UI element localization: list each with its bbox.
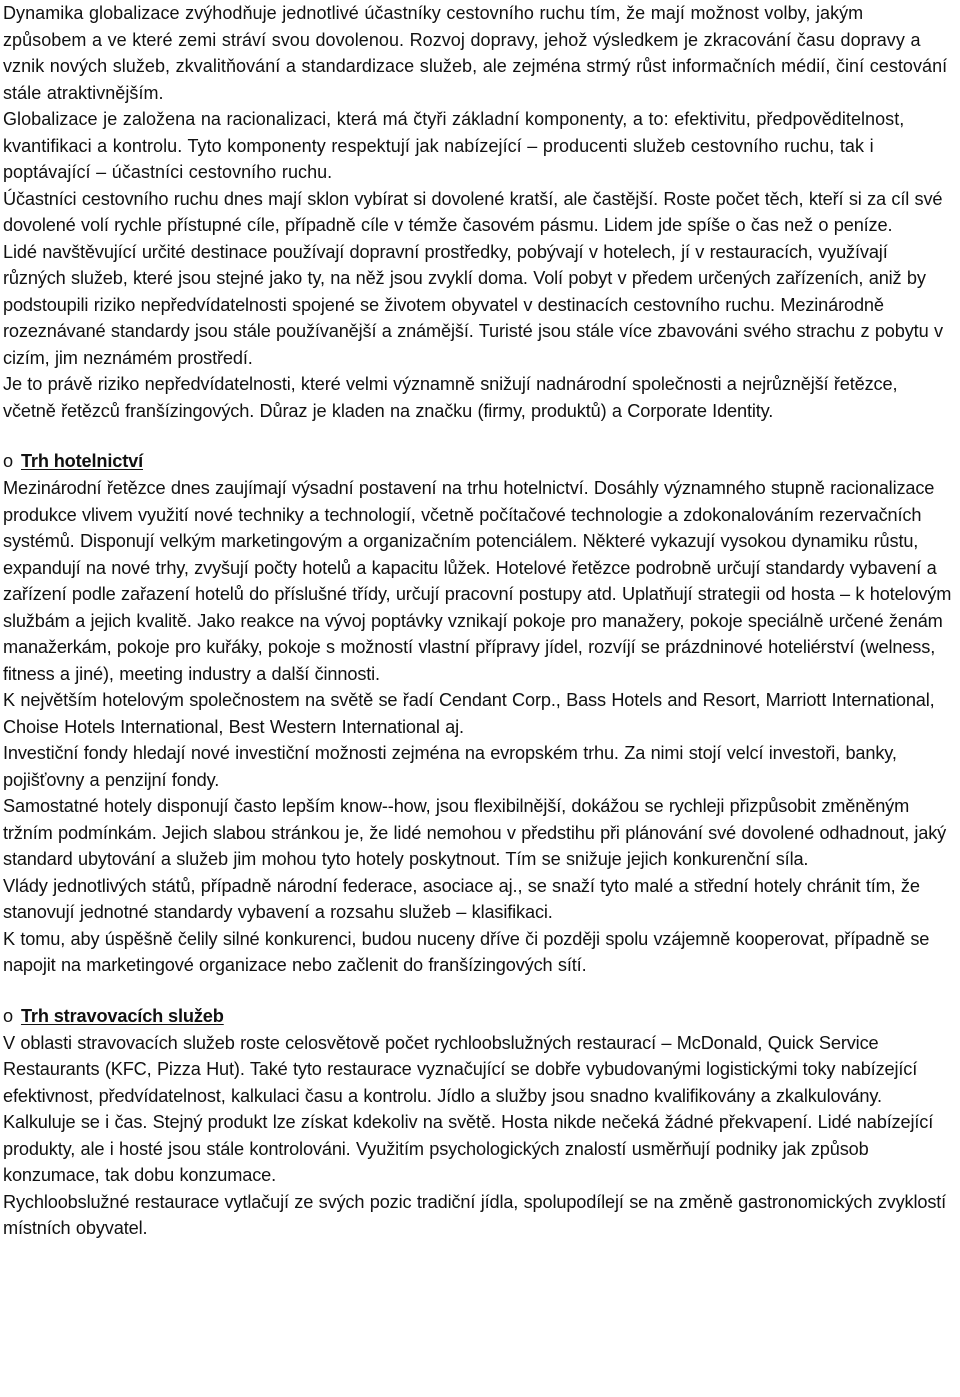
section-heading-food [3, 1003, 952, 1030]
hotels-paragraph-5: Vlády jednotlivých států, případně národní federace, asociace aj., se snaží tyto malé a střední hotely chránit tím, že stanovují jednotné standardy vybavení a rozsahu služeb – klasifikaci. [3, 875, 920, 922]
section-heading-hotels [3, 448, 952, 475]
hotels-paragraph-3: Investiční fondy hledají nové investiční možnosti zejména na evropském trhu. Za nimi stojí velcí investoři, banky, pojišťovny a penzijní fondy. [3, 743, 897, 790]
bullet-marker: o [3, 1005, 13, 1026]
hotels-paragraph-6: K tomu, aby úspěšně čelily silné konkurenci, budou nuceny dříve či později spolu vzájemně kooperovat, případně se napojit na marketingové organizace nebo začlenit do franšízingových sítí. [3, 928, 930, 975]
intro-paragraph-1: Dynamika globalizace zvýhodňuje jednotlivé účastníky cestovního ruchu tím, že mají možnost volby, jakým způsobem a ve které zemi stráví svou dovolenou. Rozvoj dopravy, jehož výsledkem je zkracování času dopravy a vznik nových služeb, zkvalitňování a standardizace služeb, ale zejména strmý růst informačních médií, činí cestování stále atraktivnějším. [3, 3, 948, 103]
heading-text: Trh hotelnictví [20, 451, 144, 471]
hotels-paragraph-4: Samostatné hotely disponují často lepším know--how, jsou flexibilnější, dokážou se rychleji přizpůsobit změněným tržním podmínkám. Jejich slabou stránkou je, že lidé nemohou v předstihu při plánování své dovolené odhadnout, jaký standard ubytování a služeb jim mohou tyto hotely poskytnout. Tím se snižuje jejich konkurenční síla. [3, 796, 947, 869]
spacer [3, 424, 952, 448]
hotels-paragraph-2: K největším hotelovým společnostem na světě se řadí Cendant Corp., Bass Hotels and Resort, Marriott International, Choise Hotels International, Best Western International aj. [3, 690, 935, 737]
spacer [3, 979, 952, 1003]
intro-paragraph-2: Globalizace je založena na racionalizaci, která má čtyři základní komponenty, a to: efektivitu, předpověditelnost, kvantifikaci a kontrolu. Tyto komponenty respektují jak nabízející – producenti služeb cestovního ruchu, tak i poptávající – účastníci cestovního ruchu. [3, 109, 905, 182]
paragraph-risk: Je to právě riziko nepředvídatelnosti, které velmi významně snižují nadnárodní společnosti a nejrůznější řetězce, včetně řetězců franšízingových. Důraz je kladen na značku (firmy, produktů) a Corporate Identity. [3, 374, 898, 421]
food-paragraph-2: Rychloobslužné restaurace vytlačují ze svých pozic tradiční jídla, spolupodílejí se na změně gastronomických zvyklostí místních obyvatel. [3, 1191, 947, 1238]
hotels-paragraph-1: Mezinárodní řetězce dnes zaujímají výsadní postavení na trhu hotelnictví. Dosáhly významného stupně racionalizace produkce vlivem využití nové techniky a technologií, včetně počítačové technologie a zdokonalováním rezervačních systémů. Disponují velkým marketingovým a organizačním potenciálem. Některé vykazují vysokou dynamiku růstu, expandují na nové trhy, zvyšují počty hotelů a kapacitu lůžek. Hotelové řetězce podrobně určují standardy vybavení a zařízení podle zařazení hotelů do příslušné třídy, určují pracovní postupy atd. Uplatňují strategii od hosta – k hotelovým službám a jejich kvalitě. Jako reakce na vývoj poptávky vznikají pokoje pro manažery, pokoje speciálně určené ženám manažerkám, pokoje pro kuřáky, pokoje s možností vlastní přípravy jídel, rozvíjí se prázdninové hoteliérství (welness, fitness a jiné), meeting industry a další činnosti. [3, 478, 952, 684]
heading-text: Trh stravovacích služeb [20, 1005, 224, 1026]
bullet-marker: o [3, 451, 13, 471]
paragraph-participants: Účastníci cestovního ruchu dnes mají sklon vybírat si dovolené kratší, ale častější. Roste počet těch, kteří si za cíl své dovolené volí rychle přístupné cíle, případně cíle v témže časovém pásmu. Lidem jde spíše o čas než o peníze. [3, 188, 943, 235]
food-paragraph-1: V oblasti stravovacích služeb roste celosvětově počet rychloobslužných restaurací – McDonald, Quick Service Restaurants (KFC, Pizza Hut). Také tyto restaurace vyznačující se dobře vybudovanými logistickými toky nabízející efektivnost, předvídatelnost, kalkulaci času a kontrolu. Jídlo a služby jsou snadno kvalifikovány a zkalkulovány. Kalkuluje se i čas. Stejný produkt lze získat kdekoliv na světě. Hosta nikde nečeká žádné překvapení. Lidé nabízející produkty, ale i hosté jsou stále kontrolováni. Využitím psychologických znalostí usměrňují podniky jak způsob konzumace, tak dobu konzumace. [3, 1032, 934, 1185]
paragraph-destinations: Lidé navštěvující určité destinace používají dopravní prostředky, pobývají v hotelech, jí v restauracích, využívají různých služeb, které jsou stejné jako ty, na něž jsou zvyklí doma. Volí pobyt v předem určených zařízeních, aniž by podstoupili riziko nepředvídatelnosti spojené se životem obyvatel v destinacích cestovního ruchu. Mezinárodně rozeznávané standardy jsou stále používanější a známější. Turisté jsou stále více zbavováni svého strachu z pobytu v cizím, jim neznámém prostředí. [3, 241, 943, 368]
